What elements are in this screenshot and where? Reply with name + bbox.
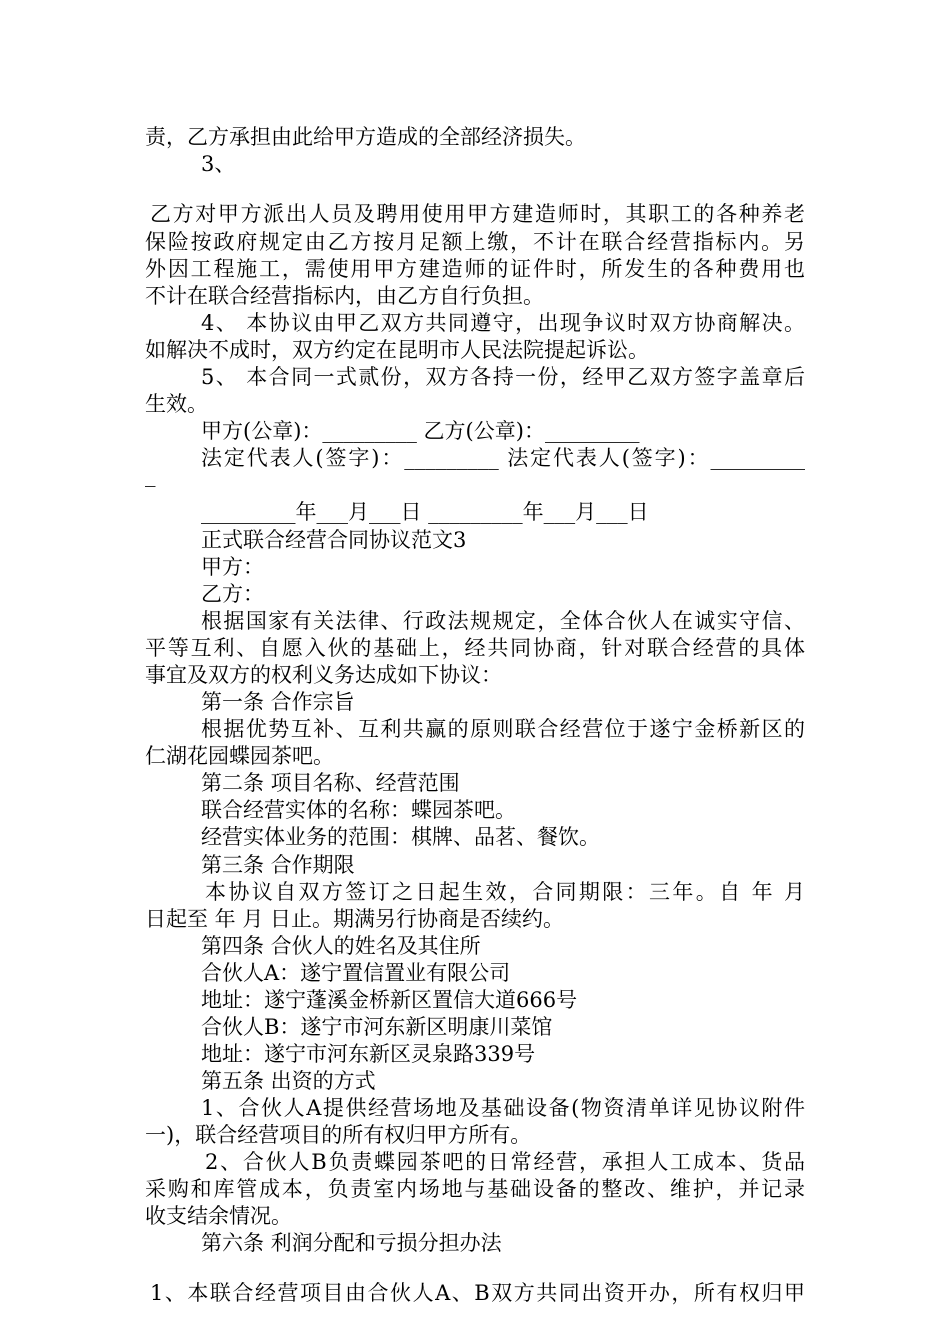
- text-line: 乙方：: [201, 582, 264, 606]
- signature-line: _: [145, 463, 156, 487]
- text-line: 4、 本协议由甲乙双方共同遵守，出现争议时双方协商解决。: [201, 311, 805, 335]
- text-line: 联合经营实体的名称：蝶园茶吧。: [201, 798, 516, 822]
- text-line: 合伙人A：遂宁置信置业有限公司: [201, 961, 511, 985]
- date-line: _________年___月___日 _________年___月___日: [201, 500, 649, 524]
- text-line: 1、本联合经营项目由合伙人A、B双方共同出资开办，所有权归甲: [150, 1281, 805, 1305]
- text-line: 3、: [201, 152, 236, 176]
- section-title: 正式联合经营合同协议范文3: [201, 528, 467, 552]
- signature-line: 甲方(公章)：_________ 乙方(公章)：_________: [201, 419, 640, 443]
- text-line: 1、合伙人A提供经营场地及基础设备(物资清单详见协议附件: [201, 1096, 805, 1120]
- text-line: 乙方对甲方派出人员及聘用使用甲方建造师时，其职工的各种养老: [150, 202, 805, 226]
- text-line: 地址：遂宁市河东新区灵泉路339号: [201, 1042, 536, 1066]
- text-line: 采购和库管成本，负责室内场地与基础设备的整改、维护，并记录: [145, 1177, 805, 1201]
- text-line: 保险按政府规定由乙方按月足额上缴，不计在联合经营指标内。另: [145, 230, 805, 254]
- article-heading: 第二条 项目名称、经营范围: [201, 771, 460, 795]
- text-line: 仁湖花园蝶园茶吧。: [145, 744, 334, 768]
- text-line: 一)，联合经营项目的所有权归甲方所有。: [145, 1123, 532, 1147]
- article-heading: 第四条 合伙人的姓名及其住所: [201, 934, 481, 958]
- text-line: 根据国家有关法律、行政法规规定，全体合伙人在诚实守信、: [201, 609, 805, 633]
- text-line: 2、合伙人B负责蝶园茶吧的日常经营，承担人工成本、货品: [205, 1150, 805, 1174]
- text-line: 本协议自双方签订之日起生效，合同期限：三年。自 年 月: [205, 880, 805, 904]
- signature-line: 法定代表人(签字)：_________ 法定代表人(签字)：_________: [201, 446, 805, 470]
- text-line: 外因工程施工，需使用甲方建造师的证件时，所发生的各种费用也: [145, 257, 805, 281]
- article-heading: 第一条 合作宗旨: [201, 690, 355, 714]
- text-line: 地址：遂宁蓬溪金桥新区置信大道666号: [201, 988, 578, 1012]
- text-line: 根据优势互补、互利共赢的原则联合经营位于遂宁金桥新区的: [201, 717, 805, 741]
- text-line: 平等互利、自愿入伙的基础上，经共同协商，针对联合经营的具体: [145, 636, 805, 660]
- text-line: 日起至 年 月 日止。期满另行协商是否续约。: [145, 907, 565, 931]
- text-line: 合伙人B：遂宁市河东新区明康川菜馆: [201, 1015, 553, 1039]
- text-line: 经营实体业务的范围：棋牌、品茗、餐饮。: [201, 825, 600, 849]
- text-line: 甲方：: [201, 555, 264, 579]
- text-line: 收支结余情况。: [145, 1204, 292, 1228]
- text-line: 生效。: [145, 392, 208, 416]
- text-line: 不计在联合经营指标内，由乙方自行负担。: [145, 284, 544, 308]
- text-line: 责，乙方承担由此给甲方造成的全部经济损失。: [145, 125, 586, 149]
- text-line: 事宜及双方的权利义务达成如下协议：: [145, 663, 502, 687]
- text-line: 如解决不成时，双方约定在昆明市人民法院提起诉讼。: [145, 338, 649, 362]
- article-heading: 第五条 出资的方式: [201, 1069, 376, 1093]
- article-heading: 第六条 利润分配和亏损分担办法: [201, 1231, 502, 1255]
- article-heading: 第三条 合作期限: [201, 853, 355, 877]
- text-line: 5、 本合同一式贰份，双方各持一份，经甲乙双方签字盖章后: [201, 365, 805, 389]
